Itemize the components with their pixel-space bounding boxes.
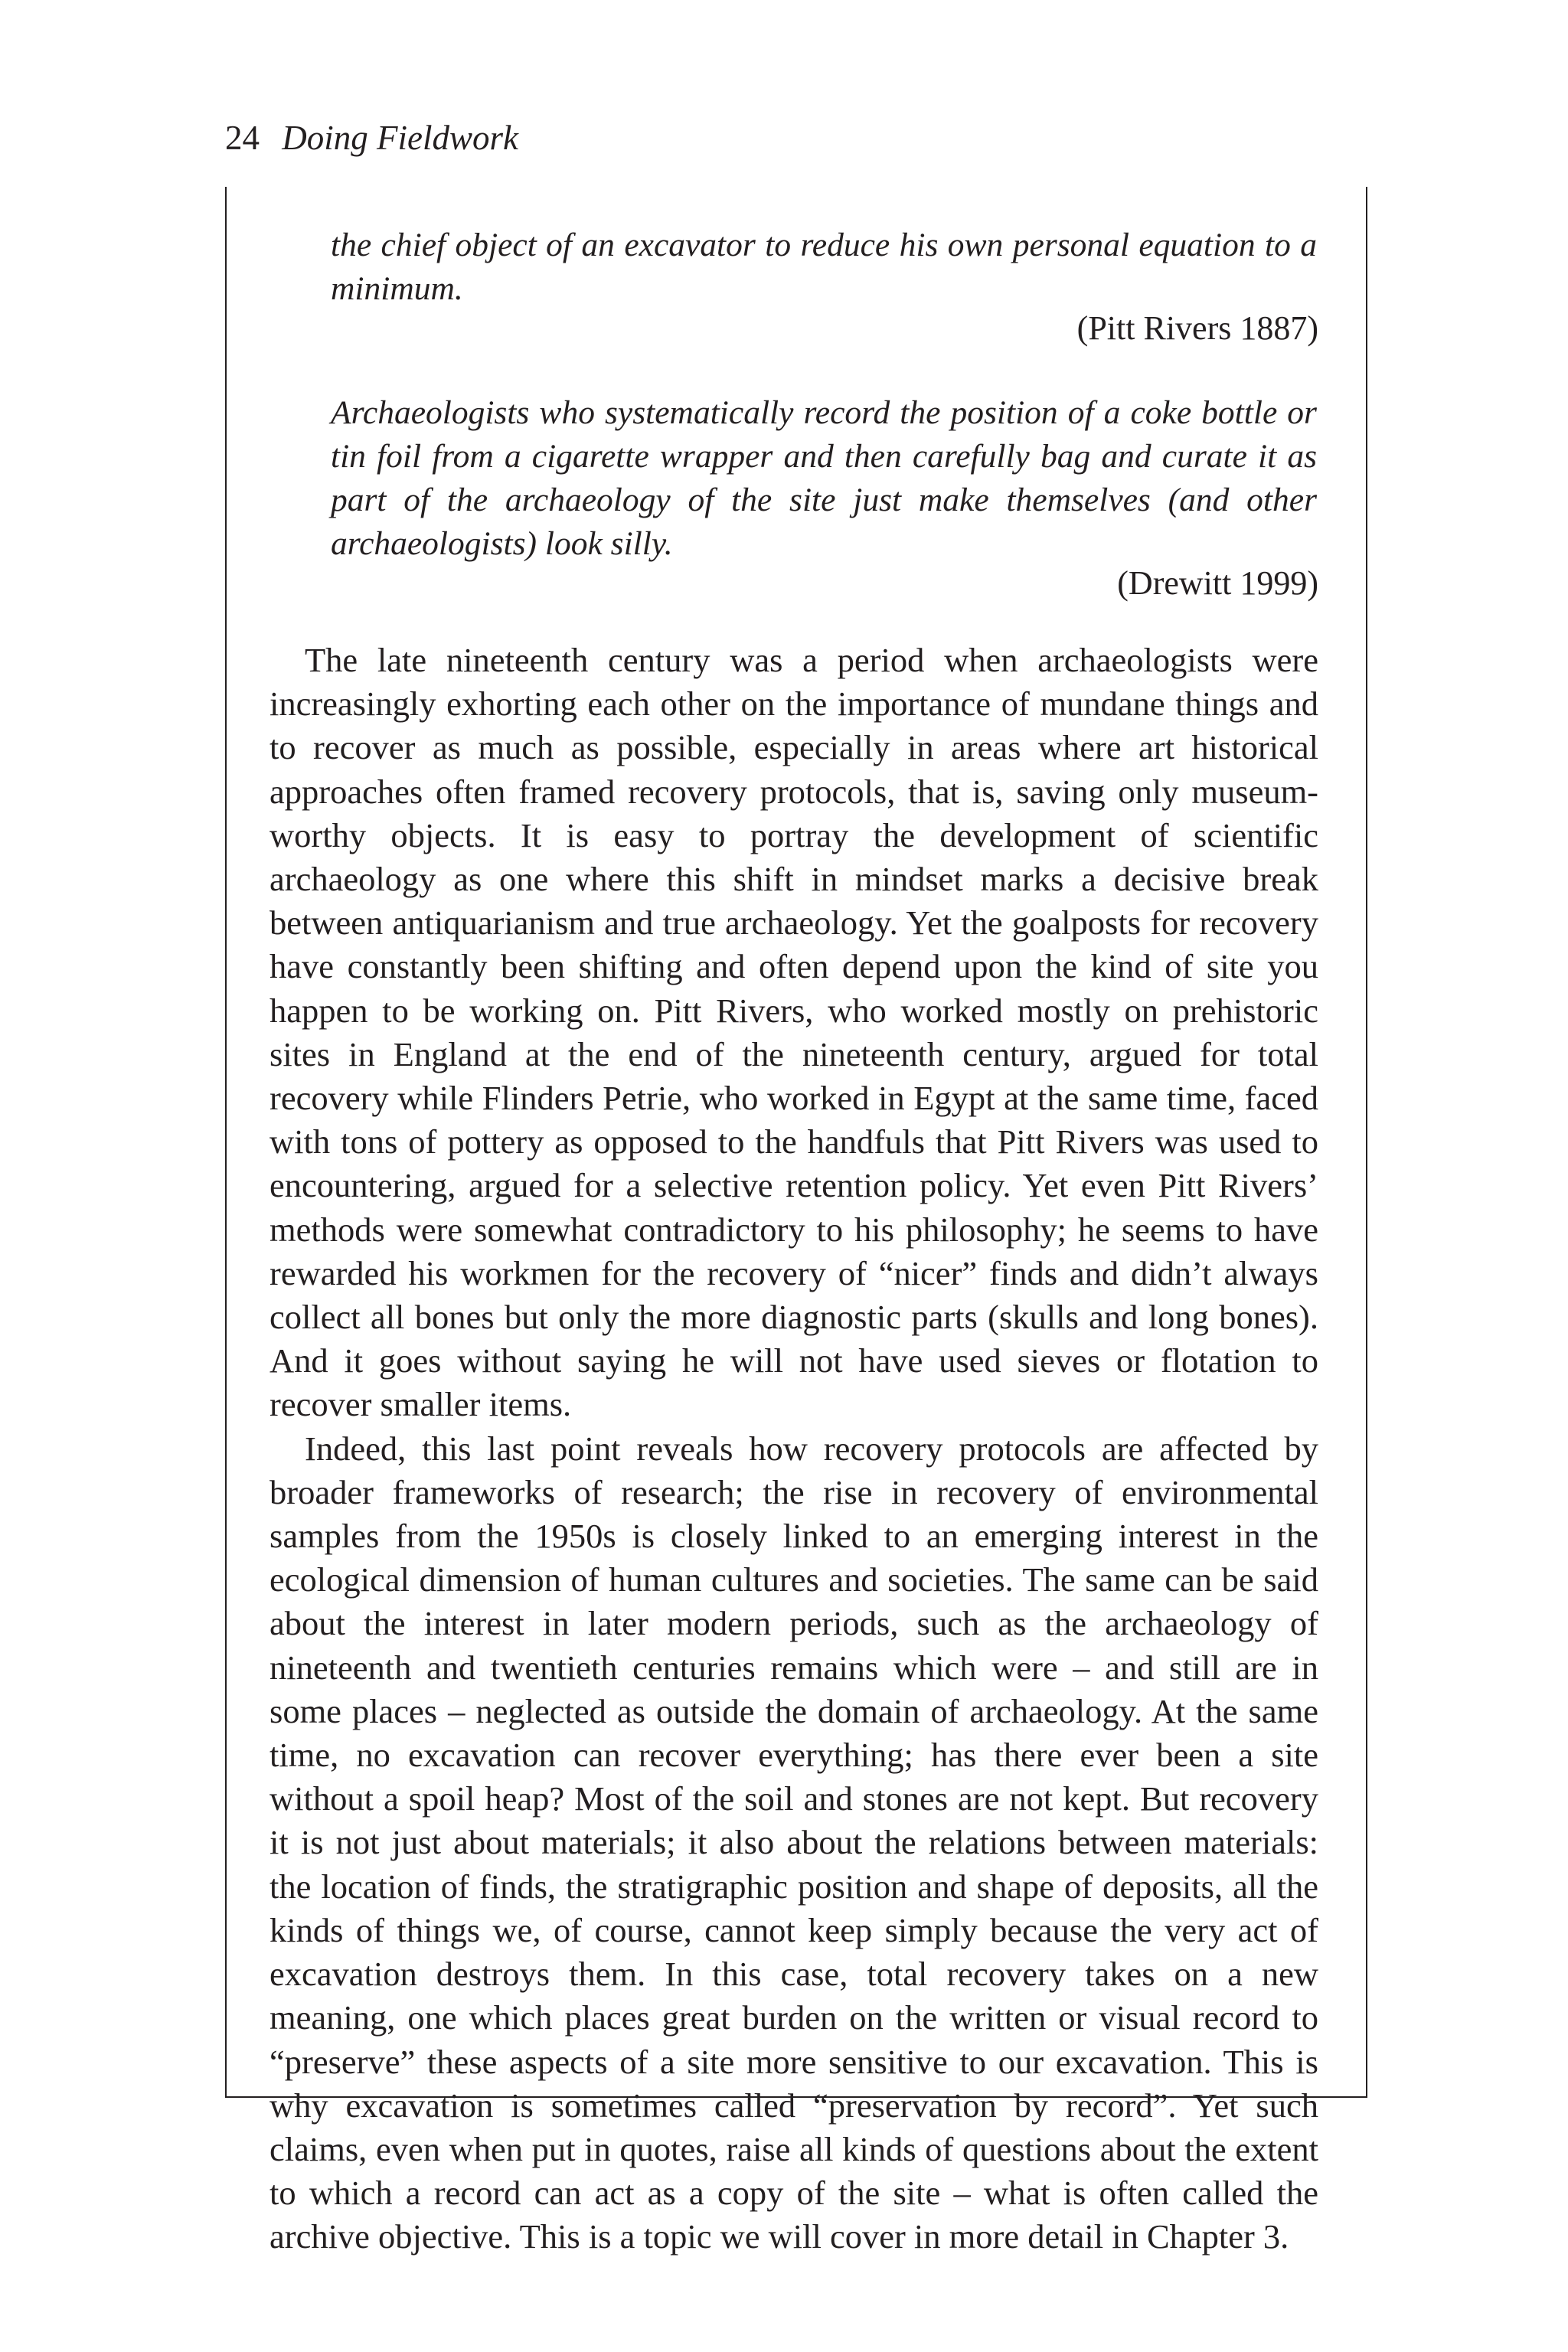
running-title: Doing Fieldwork	[282, 119, 518, 157]
epigraph-citation-1: (Pitt Rivers 1887)	[1076, 309, 1318, 347]
body-paragraph-1: The late nineteenth century was a period when archaeologists were increasingly exhorting each other on the importance of mundane things and to recover as much as possible, especially in areas where art historical approaches often framed recovery protocols, that is, saving only museum-worthy objects. It is easy to portray the development of scientific archaeology as one where this shift in mindset marks a decisive break between antiquarianism and true archaeology. Yet the goalposts for recovery have constantly been shifting and often depend upon the kind of site you happen to be working on. Pitt Rivers, who worked mostly on prehistoric sites in England at the end of the nineteenth century, argued for total recovery while Flinders Petrie, who worked in Egypt at the same time, faced with tons of pottery as opposed to the handfuls that Pitt Rivers was used to encountering, argued for a selective retention policy. Yet even Pitt Rivers’ methods were somewhat contradictory to his philosophy; he seems to have rewarded his workmen for the recovery of “nicer” finds and didn’t always collect all bones but only the more diagnostic parts (skulls and long bones). And it goes without saying he will not have used sieves or flotation to recover smaller items.	[270, 641, 1318, 1424]
page-number: 24	[225, 119, 260, 157]
epigraph-quote-2: Archaeologists who systematically record the position of a coke bottle or tin foil from a cigarette wrapper and then carefully bag and curate it as part of the archaeology of the site just make themselves (and other archaeologists) look silly.	[331, 394, 1317, 562]
epigraph-citation-2: (Drewitt 1999)	[1117, 564, 1318, 602]
body-paragraph-2: Indeed, this last point reveals how recovery protocols are affected by broader frameworks of research; the rise in recovery of environmental samples from the 1950s is closely linked to an emerging interest in the ecological dimension of human cultures and societies. The same can be said about the interest in later modern periods, such as the archaeology of nineteenth and twentieth centuries remains which were – and still are in some places – neglected as outside the domain of archaeology. At the same time, no excavation can recover everything; has there ever been a site without a spoil heap? Most of the soil and stones are not kept. But recovery it is not just about materials; it also about the relations between materials: the location of finds, the stratigraphic position and shape of deposits, all the kinds of things we, of course, cannot keep simply because the very act of excavation destroys them. In this case, total recovery takes on a new meaning, one which places great burden on the written or visual record to “preserve” these aspects of a site more sensitive to our excavation. This is why excavation is sometimes called “preservation by record”. Yet such claims, even when put in quotes, raise all kinds of questions about the extent to which a record can act as a copy of the site – what is often called the archive objective. This is a topic we will cover in more detail in Chapter 3.	[270, 1429, 1318, 2256]
epigraph-quote-1: the chief object of an excavator to reduce his own personal equation to a minimum.	[331, 227, 1317, 307]
body-text	[270, 639, 1318, 2259]
running-head	[225, 115, 518, 161]
